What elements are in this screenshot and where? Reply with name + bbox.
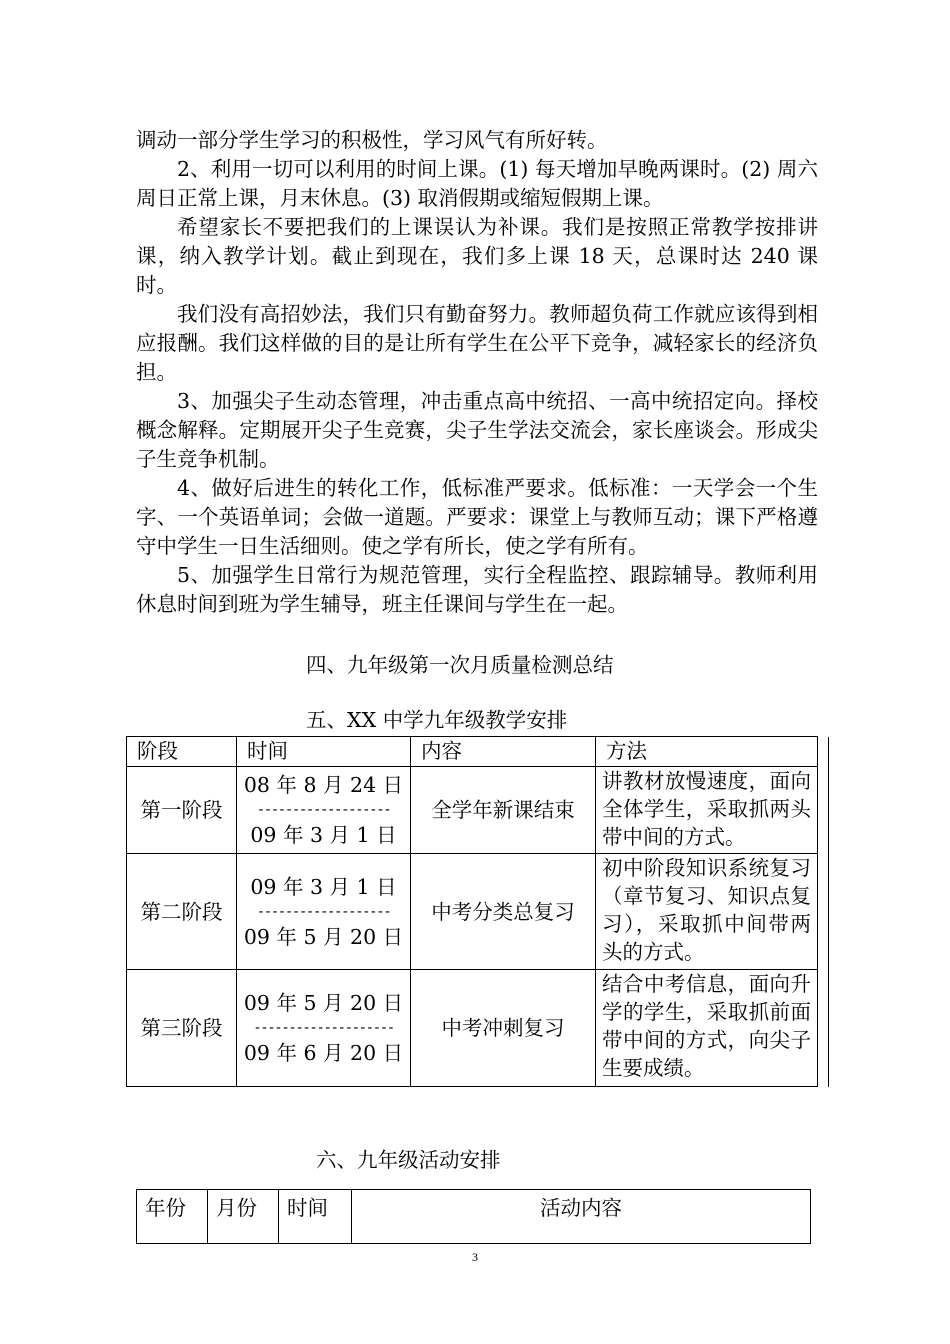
header-cell-year: 年份 [137,1190,208,1244]
stage-cell: 第二阶段 [127,854,237,970]
header-cell-time: 时间 [279,1190,352,1244]
method-cell: 讲教材放慢速度，面向全体学生，采取抓两头带中间的方式。 [596,767,818,854]
section-heading-5: 五、XX 中学九年级教学安排 [306,708,568,732]
table-row [127,970,829,1087]
table-row [127,854,829,970]
time-separator: ------------------- [256,903,391,920]
table-header-row [137,1190,811,1244]
stage-cell: 第一阶段 [127,767,237,854]
teaching-schedule-table [126,736,829,1087]
time-cell [237,970,411,1087]
page-number: 3 [472,1250,478,1264]
body-text [136,126,818,619]
paragraph: 3、加强尖子生动态管理，冲击重点高中统招、一高中统招定向。择校概念解释。定期展开尖子生竞赛，尖子生学法交流会，家长座谈会。形成尖子生竞争机制。 [136,389,818,471]
time-separator: ------------------- [256,802,391,818]
time-separator: -------------------- [253,1020,394,1036]
section-heading-4: 四、九年级第一次月质量检测总结 [306,653,614,677]
table-header-row [127,737,829,767]
header-cell-activity: 活动内容 [352,1190,811,1244]
content-cell: 中考冲刺复习 [411,970,596,1087]
table-row [127,767,829,854]
header-cell-content: 内容 [411,737,596,767]
time-end: 09 年 5 月 20 日 [243,924,404,949]
content-cell: 中考分类总复习 [411,854,596,970]
content-cell: 全学年新课结束 [411,767,596,854]
paragraph: 2、利用一切可以利用的时间上课。(1) 每天增加早晚两课时。(2) 周六周日正常上课，月末休息。(3) 取消假期或缩短假期上课。 [136,157,818,210]
activity-table [136,1189,811,1244]
time-cell [237,854,411,970]
time-end: 09 年 3 月 1 日 [250,823,397,847]
paragraph: 希望家长不要把我们的上课误认为补课。我们是按照正常教学按排讲课，纳入教学计划。截止到现在，我们多上课 18 天，总课时达 240 课时。 [136,215,818,297]
header-cell-method: 方法 [596,737,818,767]
table-right-edge [818,737,829,1087]
time-start: 08 年 8 月 24 日 [243,773,404,797]
header-cell-stage: 阶段 [127,737,237,767]
time-end: 09 年 6 月 20 日 [243,1041,404,1065]
time-cell [237,767,411,854]
header-cell-time: 时间 [237,737,411,767]
time-start: 09 年 5 月 20 日 [243,991,404,1015]
method-cell: 初中阶段知识系统复习（章节复习、知识点复习），采取抓中间带两头的方式。 [596,854,818,970]
paragraph: 我们没有高招妙法，我们只有勤奋努力。教师超负荷工作就应该得到相应报酬。我们这样做的目的是让所有学生在公平下竞争，减轻家长的经济负担。 [136,302,818,384]
method-cell: 结合中考信息，面向升学的学生，采取抓前面带中间的方式，向尖子生要成绩。 [596,970,818,1087]
paragraph: 5、加强学生日常行为规范管理，实行全程监控、跟踪辅导。教师利用休息时间到班为学生辅导，班主任课间与学生在一起。 [136,563,818,616]
section-heading-6: 六、九年级活动安排 [316,1148,501,1172]
paragraph: 调动一部分学生学习的积极性，学习风气有所好转。 [136,128,608,152]
paragraph: 4、做好后进生的转化工作，低标准严要求。低标准：一天学会一个生字、一个英语单词；会做一道题。严要求：课堂上与教师互动；课下严格遵守中学生一日生活细则。使之学有所长，使之学有所有。 [136,476,818,558]
stage-cell: 第三阶段 [127,970,237,1087]
time-start: 09 年 3 月 1 日 [250,874,397,899]
header-cell-month: 月份 [208,1190,279,1244]
